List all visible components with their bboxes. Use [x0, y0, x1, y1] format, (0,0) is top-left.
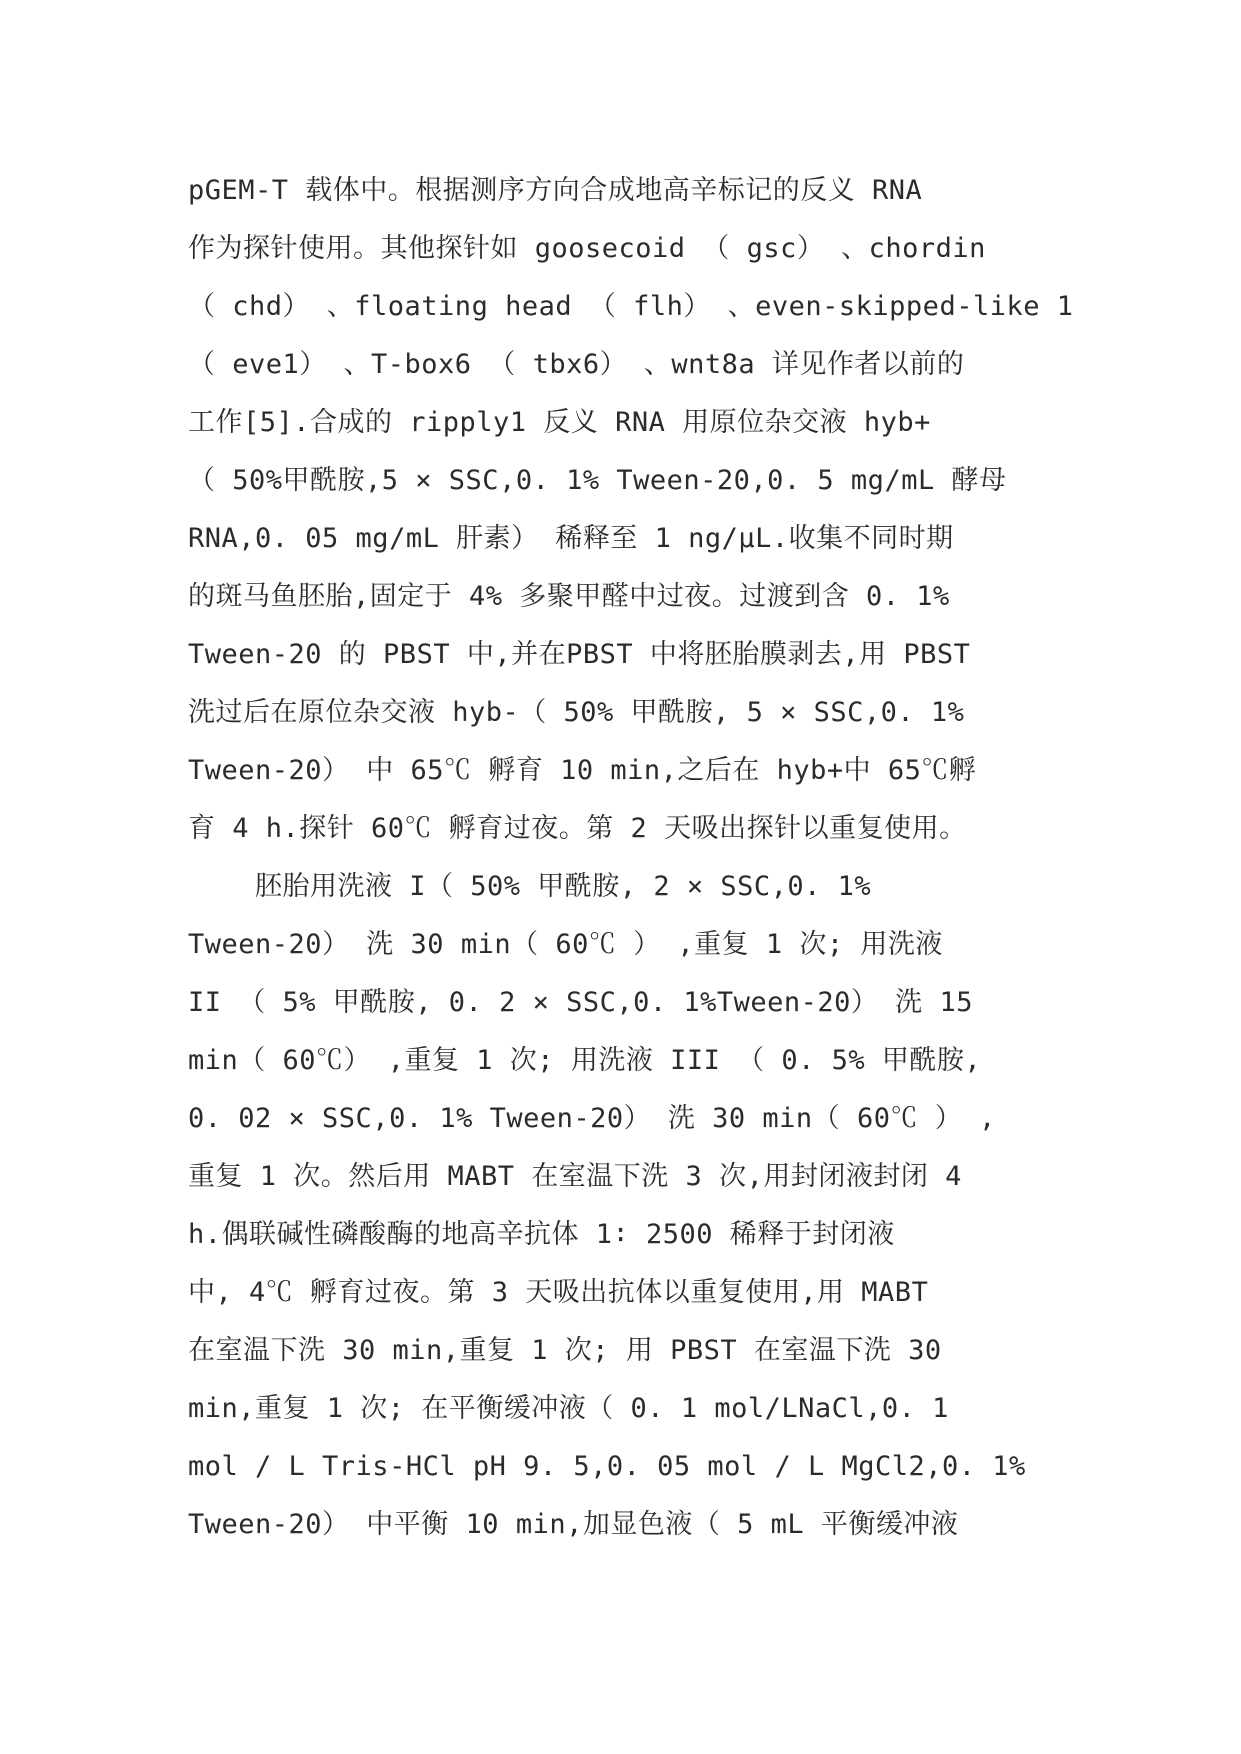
text-line: pGEM-T 载体中。根据测序方向合成地高辛标记的反义 RNA [188, 175, 923, 206]
text-line: （ 50%甲酰胺,5 × SSC,0. 1% Tween-20,0. 5 mg/mL 酵母 [188, 465, 1007, 496]
text-line: II （ 5% 甲酰胺, 0. 2 × SSC,0. 1%Tween-20） 洗 15 [188, 987, 973, 1018]
text-line: Tween-20 的 PBST 中,并在PBST 中将胚胎膜剥去,用 PBST [188, 639, 971, 670]
text-line: 洗过后在原位杂交液 hyb-（ 50% 甲酰胺, 5 × SSC,0. 1% [188, 697, 965, 728]
text-line: 重复 1 次。然后用 MABT 在室温下洗 3 次,用封闭液封闭 4 [188, 1161, 962, 1192]
text-line: 0. 02 × SSC,0. 1% Tween-20） 洗 30 min（ 60℃ ） , [188, 1103, 996, 1134]
text-line: 的斑马鱼胚胎,固定于 4% 多聚甲醛中过夜。过渡到含 0. 1% [188, 581, 950, 612]
text-line: min（ 60℃） ,重复 1 次; 用洗液 III （ 0. 5% 甲酰胺, [188, 1045, 982, 1076]
text-line: （ chd） 、floating head （ flh） 、even-skipped-like 1 [188, 291, 1074, 322]
text-line: 工作[5].合成的 ripply1 反义 RNA 用原位杂交液 hyb+ [188, 407, 931, 438]
text-line: （ eve1） 、T-box6 （ tbx6） 、wnt8a 详见作者以前的 [188, 349, 965, 380]
text-line: 中, 4℃ 孵育过夜。第 3 天吸出抗体以重复使用,用 MABT [188, 1277, 929, 1308]
body-text [188, 162, 1074, 1554]
text-line: mol / L Tris-HCl pH 9. 5,0. 05 mol / L MgCl2,0. 1% [188, 1451, 1026, 1482]
text-line: Tween-20） 中平衡 10 min,加显色液（ 5 mL 平衡缓冲液 [188, 1509, 959, 1540]
text-line: Tween-20） 中 65℃ 孵育 10 min,之后在 hyb+中 65℃孵 [188, 755, 977, 786]
text-line: 在室温下洗 30 min,重复 1 次; 用 PBST 在室温下洗 30 [188, 1335, 942, 1366]
text-line: Tween-20） 洗 30 min（ 60℃ ） ,重复 1 次; 用洗液 [188, 929, 943, 960]
text-line: min,重复 1 次; 在平衡缓冲液（ 0. 1 mol/LNaCl,0. 1 [188, 1393, 949, 1424]
text-line: RNA,0. 05 mg/mL 肝素） 稀释至 1 ng/μL.收集不同时期 [188, 523, 954, 554]
text-line: 作为探针使用。其他探针如 goosecoid （ gsc） 、chordin [188, 233, 986, 264]
text-line: 育 4 h.探针 60℃ 孵育过夜。第 2 天吸出探针以重复使用。 [188, 813, 967, 844]
text-line: 胚胎用洗液 I（ 50% 甲酰胺, 2 × SSC,0. 1% [188, 871, 872, 902]
text-line: h.偶联碱性磷酸酶的地高辛抗体 1∶ 2500 稀释于封闭液 [188, 1219, 895, 1250]
